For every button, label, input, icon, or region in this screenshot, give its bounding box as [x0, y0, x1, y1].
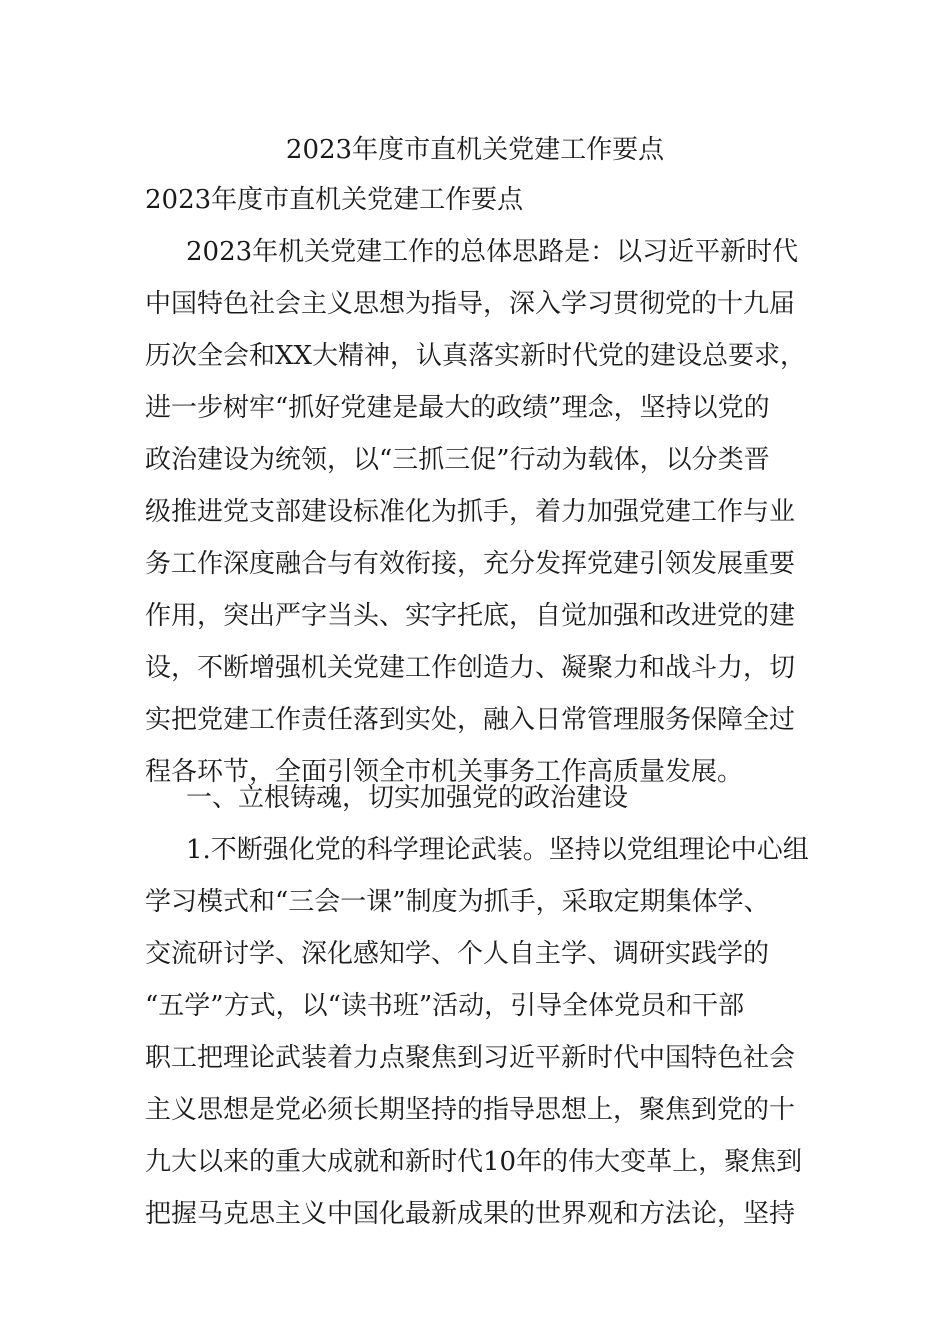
paragraph-line: 职工把理论武装着力点聚焦到习近平新时代中国特色社会 — [145, 1043, 796, 1073]
page-title: 2023年度市直机关党建工作要点 — [285, 135, 665, 165]
section-heading-text: 一、立根铸魂，切实加强党的政治建设 — [186, 783, 629, 813]
paragraph-line: 级推进党支部建设标准化为抓手，着力加强党建工作与业 — [145, 497, 796, 527]
paragraph-line: 九大以来的重大成就和新时代10年的伟大变革上，聚焦到 — [145, 1147, 803, 1177]
section-heading — [145, 772, 815, 824]
paragraph-line: “五学”方式，以“读书班”活动，引导全体党员和干部 — [145, 991, 745, 1021]
paragraph-line: 务工作深度融合与有效衔接，充分发挥党建引领发展重要 — [145, 549, 796, 579]
paragraph-line: 作用，突出严字当头、实字托底，自觉加强和改进党的建 — [145, 601, 796, 631]
paragraph-line: 设，不断增强机关党建工作创造力、凝聚力和战斗力，切 — [145, 653, 796, 683]
paragraph-line: 2023年机关党建工作的总体思路是：以习近平新时代 — [186, 237, 799, 267]
paragraph-line: 交流研讨学、深化感知学、个人自主学、调研实践学的 — [145, 939, 770, 969]
paragraph-line: 1.不断强化党的科学理论武装。坚持以党组理论中心组 — [186, 835, 809, 865]
paragraph-theory-armament — [145, 824, 815, 1240]
paragraph-line: 实把党建工作责任落到实处，融入日常管理服务保障全过 — [145, 705, 796, 735]
paragraph-overall-approach — [145, 226, 815, 798]
paragraph-line: 进一步树牢“抓好党建是最大的政绩”理念，坚持以党的 — [145, 393, 770, 423]
paragraph-line: 中国特色社会主义思想为指导，深入学习贯彻党的十九届 — [145, 289, 796, 319]
paragraph-line: 主义思想是党必须长期坚持的指导思想上，聚焦到党的十 — [145, 1095, 796, 1125]
paragraph-line: 政治建设为统领，以“三抓三促”行动为载体，以分类晋 — [145, 445, 770, 475]
paragraph-line: 程各环节，全面引领全市机关事务工作高质量发展。 — [145, 757, 744, 787]
paragraph-line: 历次全会和XX大精神，认真落实新时代党的建设总要求， — [145, 341, 807, 371]
document-subtitle — [145, 174, 815, 226]
paragraph-line: 把握马克思主义中国化最新成果的世界观和方法论，坚持 — [145, 1199, 796, 1229]
paragraph-line: 学习模式和“三会一课”制度为抓手，采取定期集体学、 — [145, 887, 770, 917]
subtitle-line: 2023年度市直机关党建工作要点 — [145, 185, 524, 215]
